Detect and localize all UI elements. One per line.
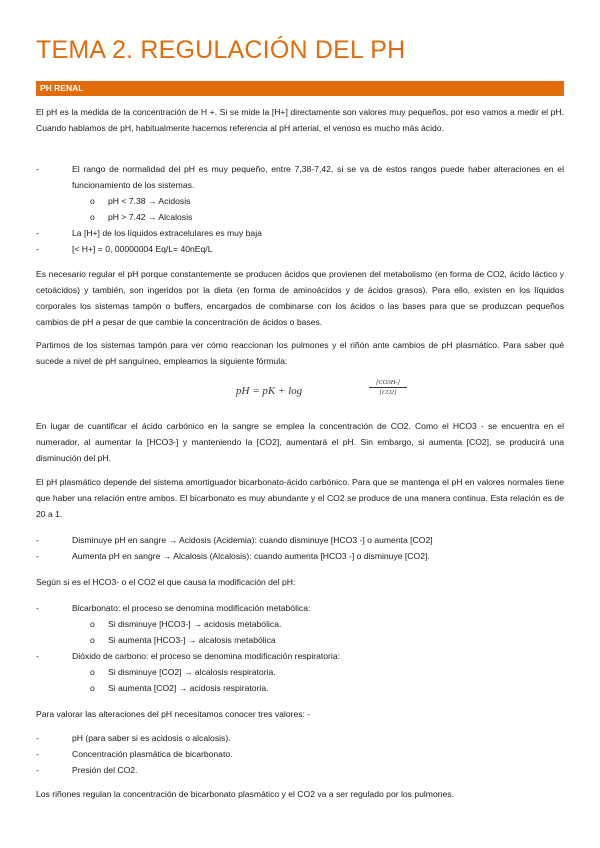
list-subitem: Si aumenta [CO2] → acidosis respiratoria. [108, 683, 269, 693]
bullet-dash: - [36, 244, 39, 254]
ph-formula [236, 378, 436, 406]
bullet-dash: - [36, 228, 39, 238]
list-item: Concentración plasmática de bicarbonato. [72, 749, 233, 759]
bullet-dash: - [36, 551, 39, 561]
list-subitem: pH > 7.42 → Alcalosis [108, 212, 193, 222]
bullet-dash: - [36, 765, 39, 775]
bullet-circle: o [90, 667, 95, 677]
formula-numerator: [CO3H-] [369, 378, 407, 388]
list-subitem: Si disminuye [HCO3-] → acidosis metabólica. [108, 619, 282, 629]
list-item: Disminuye pH en sangre → Acidosis (Acidemia): cuando disminuye [HCO3 -] o aumenta [CO2] [72, 535, 433, 545]
list-item: pH (para saber si es acidosis o alcalosis). [72, 733, 231, 743]
body-paragraph: El pH plasmático depende del sistema amortiguador bicarbonato-ácido carbónico. Para que se mantenga el pH en valores normales tiene que haber una relación entre ambos. El bicarbonato es muy abundante y el CO2 se produce de una manera continua. Esta relación es de 20 a 1. [36, 477, 564, 519]
bullet-dash: - [36, 535, 39, 545]
body-paragraph: Para valorar las alteraciones del pH necesitamos conocer tres valores: - [36, 709, 311, 719]
bullet-circle: o [90, 212, 95, 222]
bullet-dash: - [36, 733, 39, 743]
body-paragraph: Es necesario regular el pH porque constantemente se producen ácidos que provienen del metabolismo (en forma de CO2, ácido láctico y cetoácidos) y también, son ingeridos por la dieta (en forma de aminoácidos y de ácidos grasos). Para ello, existen en los líquidos corporales los sistemas tampón o buffers, encargados de combinarse con los ácidos o las bases para que se produzcan pequeños cambios de pH a pesar de que cambie la concentración de ácidos o bases. [36, 269, 564, 327]
list-subitem: Si disminuye [CO2] → alcalosis respiratoria. [108, 667, 276, 677]
formula-fraction [369, 378, 407, 397]
list-item: La [H+] de los líquidos extracelulares es muy baja [72, 228, 262, 238]
bullet-circle: o [90, 619, 95, 629]
intro-paragraph: El pH es la medida de la concentración de H +. Si se mide la [H+] directamente son valores muy pequeños, por eso vamos a medir el pH. Cuando hablamos de pH, habitualmente hacemos referencia al pH arterial, el venoso es mucho más ácido. [36, 107, 564, 133]
bullet-circle: o [90, 683, 95, 693]
list-subitem: pH < 7.38 → Acidosis [108, 196, 191, 206]
list-item: [< H+] = 0, 00000004 Eq/L= 40nEq/L [72, 244, 213, 254]
body-paragraph: Los riñones regulan la concentración de bicarbonato plasmático y el CO2 va a ser regulado por los pulmones. [36, 789, 454, 799]
bullet-dash: - [36, 651, 39, 661]
list-item: Dióxido de carbono: el proceso se denomina modificación respiratoria: [72, 651, 340, 661]
list-item: Bicarbonato: el proceso se denomina modificación metabólica: [72, 603, 311, 613]
body-paragraph: Según si es el HCO3- o el CO2 el que causa la modificación del pH: [36, 577, 296, 587]
body-paragraph: En lugar de cuantificar el ácido carbónico en la sangre se emplea la concentración de CO2. Como el HCO3 - se encuentra en el numerador, al aumentar la [HCO3-] y manteniendo la [CO2], aumentará el pH. Sin embargo, si aumenta [CO2], se producirá una disminución del pH. [36, 421, 564, 463]
bullet-dash: - [36, 164, 39, 174]
section-header: PH RENAL [36, 81, 564, 96]
formula-denominator: [CO2] [379, 389, 397, 396]
bullet-dash: - [36, 603, 39, 613]
bullet-circle: o [90, 196, 95, 206]
list-subitem: Si aumenta [HCO3-] → alcalosis metabólica [108, 635, 276, 645]
list-item: Presión del CO2. [72, 765, 138, 775]
bullet-dash: - [36, 749, 39, 759]
body-paragraph: Partimos de los sistemas tampón para ver cómo reaccionan los pulmones y el riñón ante cambios de pH plasmático. Para saber qué sucede a nivel de pH sanguíneo, empleamos la siguiente fórmula: [36, 340, 564, 366]
page-title: TEMA 2. REGULACIÓN DEL PH [36, 36, 406, 64]
formula-main: pH = pK + log [236, 385, 303, 397]
list-item: El rango de normalidad del pH es muy pequeño, entre 7,38-7,42, si se va de estos rangos puede haber alteraciones en el funcionamiento de los sistemas. [72, 164, 564, 190]
list-item: Aumenta pH en sangre → Alcalosis (Alcalosis): cuando aumenta [HCO3 -] o disminuye [CO2]. [72, 551, 430, 561]
bullet-circle: o [90, 635, 95, 645]
